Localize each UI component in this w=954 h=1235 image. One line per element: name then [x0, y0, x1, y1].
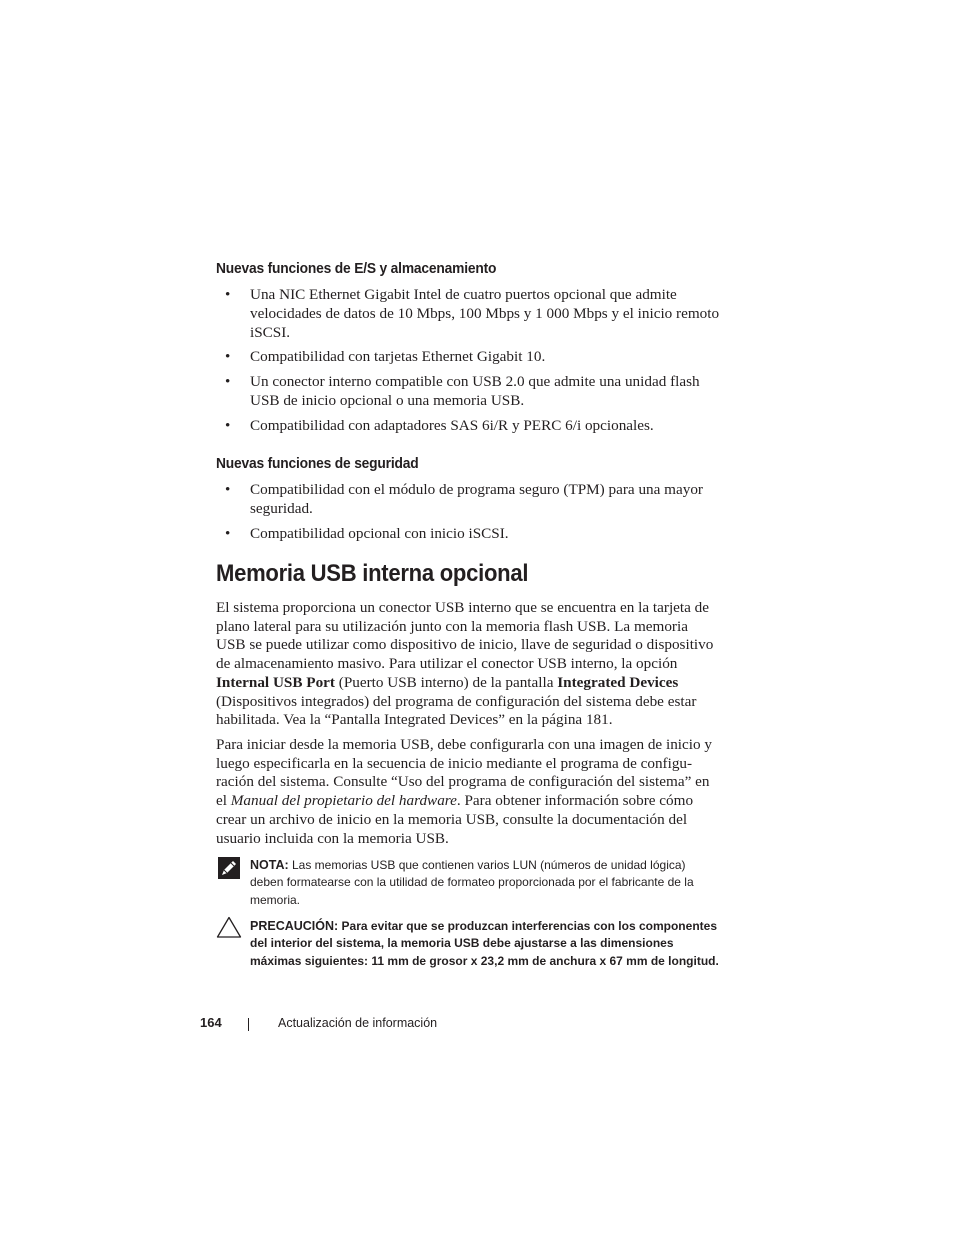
- page-number: 164: [200, 1015, 222, 1030]
- list-item: • Compatibilidad con tarjetas Ethernet Gigabit 10.: [225, 348, 546, 366]
- heading-security: Nuevas funciones de seguridad: [216, 455, 419, 472]
- footer-chapter: Actualización de información: [278, 1016, 438, 1030]
- pencil-note-icon: [218, 857, 240, 884]
- io-feature-list: [216, 286, 726, 442]
- list-item: • Un conector interno compatible con USB 2.0 que admite una unidad flash USB de inicio opcional o una memoria USB.: [225, 373, 700, 409]
- security-feature-list: [216, 481, 726, 549]
- note-text: NOTA: Las memorias USB que contienen varios LUN (números de unidad lógica) deben formatearse con la utilidad de formateo proporcionada por el fabricante de la memoria.: [250, 858, 694, 907]
- section-title: Memoria USB interna opcional: [216, 560, 529, 587]
- list-item: • Compatibilidad con adaptadores SAS 6i/R y PERC 6/i opcionales.: [225, 416, 654, 434]
- footer-divider: [248, 1018, 249, 1031]
- list-item: • Compatibilidad con el módulo de programa seguro (TPM) para una mayor seguridad.: [225, 481, 703, 517]
- caution-text: PRECAUCIÓN: Para evitar que se produzcan interferencias con los componentes del interior del sistema, la memoria USB debe ajustarse a las dimensiones máximas siguientes: 11 mm de grosor x 23,2 mm de anchura x 67 mm de longitud.: [250, 919, 719, 968]
- list-item: • Una NIC Ethernet Gigabit Intel de cuatro puertos opcional que admite velocidades de datos de 10 Mbps, 100 Mbps y 1 000 Mbps y el inicio remoto iSCSI.: [225, 286, 720, 341]
- warning-triangle-icon: [216, 916, 242, 943]
- list-item: • Compatibilidad opcional con inicio iSCSI.: [225, 524, 509, 542]
- heading-io-storage: Nuevas funciones de E/S y almacenamiento: [216, 260, 497, 277]
- paragraph-usb-boot: Para iniciar desde la memoria USB, debe configurarla con una imagen de inicio y luego especificarla en la secuencia de inicio mediante el programa de configu-ración del sistema. Consulte “Uso del programa de configuración del sistema” en el Manual del propietario del hardware. Para obtener información sobre cómo crear un archivo de inicio en la memoria USB, consulte la documentación del usuario incluida con la memoria USB.: [216, 736, 712, 847]
- paragraph-usb-intro: El sistema proporciona un conector USB interno que se encuentra en la tarjeta de plano lateral para su utilización junto con la memoria flash USB. La memoria USB se puede utilizar como dispositivo de inicio, llave de seguridad o dispositivo de almacenamiento masivo. Para utilizar el conector USB interno, la opción Internal USB Port (Puerto USB interno) de la pantalla Integrated Devices (Dispositivos integrados) del programa de configuración del sistema debe estar habilitada. Vea la “Pantalla Integrated Devices” en la página 181.: [216, 599, 714, 729]
